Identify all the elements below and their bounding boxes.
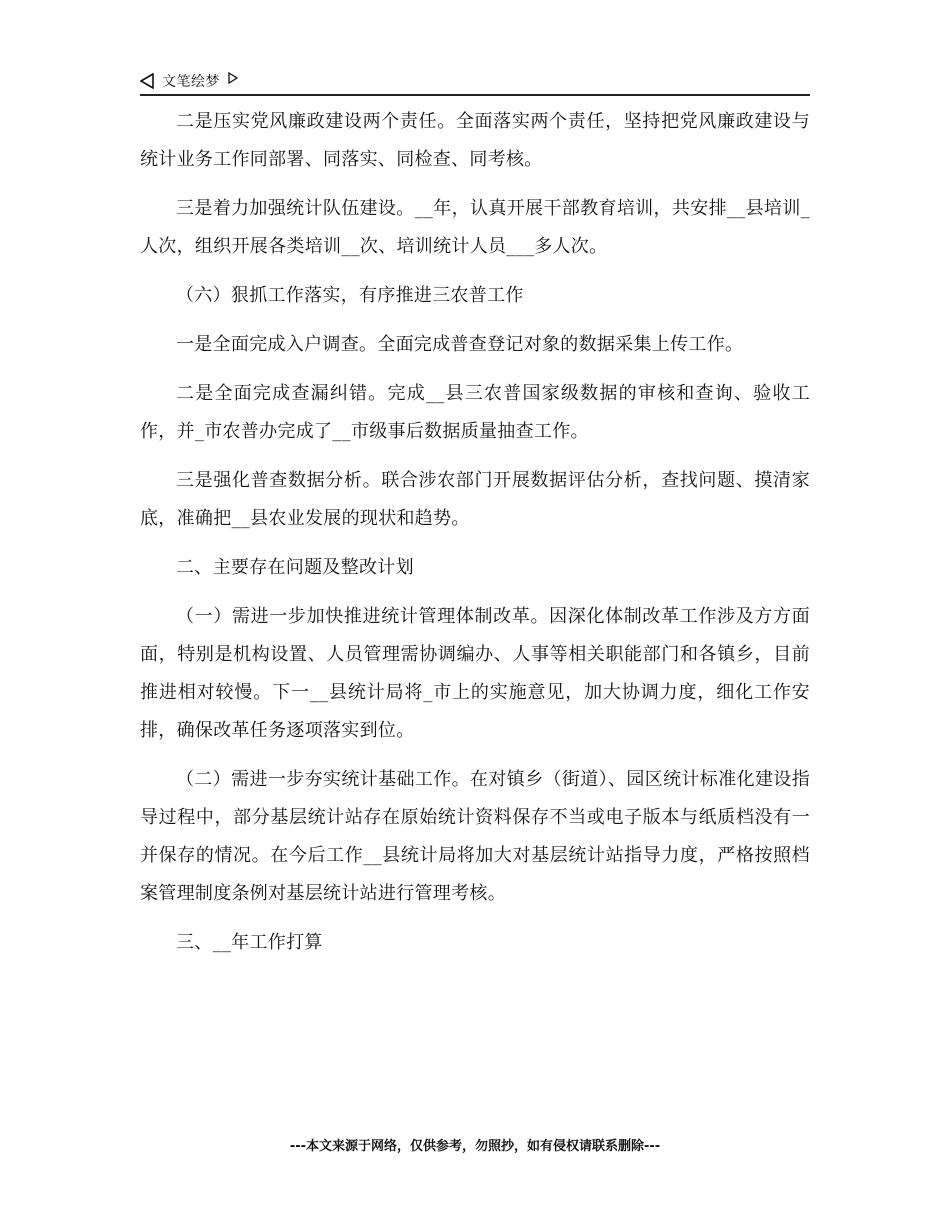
brand-name: 文笔绘梦: [162, 74, 220, 90]
paragraph: （一）需进一步加快推进统计管理体制改革。因深化体制改革工作涉及方方面面，特别是机构设置、人员管理需协调编办、人事等相关职能部门和各镇乡，目前推进相对较慢。下一__县统计局将_市上的实施意见，加大协调力度，细化工作安排，确保改革任务逐项落实到位。: [140, 606, 810, 741]
triangle-left-icon: [140, 73, 154, 89]
paragraph: （二）需进一步夯实统计基础工作。在对镇乡（街道）、园区统计标准化建设指导过程中，部分基层统计站存在原始统计资料保存不当或电子版本与纸质档没有一并保存的情况。在今后工作__县统计局将加大对基层统计站指导力度，严格按照档案管理制度条例对基层统计站进行管理考核。: [140, 769, 810, 904]
paragraph: 三是着力加强统计队伍建设。__年，认真开展干部教育培训，共安排__县培训_人次，组织开展各类培训__次、培训统计人员___多人次。: [140, 198, 810, 257]
footer-disclaimer: ---本文来源于网络，仅供参考，勿照抄，如有侵权请联系删除---: [289, 1139, 661, 1154]
triangle-right-icon: [228, 72, 238, 84]
paragraph: 一是全面完成入户调查。全面完成普查登记对象的数据采集上传工作。: [176, 334, 744, 355]
section-heading: 三、__年工作打算: [176, 932, 323, 953]
paragraph: 三是强化普查数据分析。联合涉农部门开展数据评估分析，查找问题、摸清家底，准确把__县农业发展的现状和趋势。: [140, 470, 810, 529]
paragraph: 二是压实党风廉政建设两个责任。全面落实两个责任，坚持把党风廉政建设与统计业务工作同部署、同落实、同检查、同考核。: [140, 111, 810, 170]
document-body: [140, 103, 810, 973]
section-heading: （六）狠抓工作落实，有序推进三农普工作: [176, 285, 524, 306]
section-heading: 二、主要存在问题及整改计划: [176, 557, 414, 578]
paragraph: 二是全面完成查漏纠错。完成__县三农普国家级数据的审核和查询、验收工作，并_市农普办完成了__市级事后数据质量抽查工作。: [140, 383, 810, 442]
page-header: [140, 70, 810, 96]
